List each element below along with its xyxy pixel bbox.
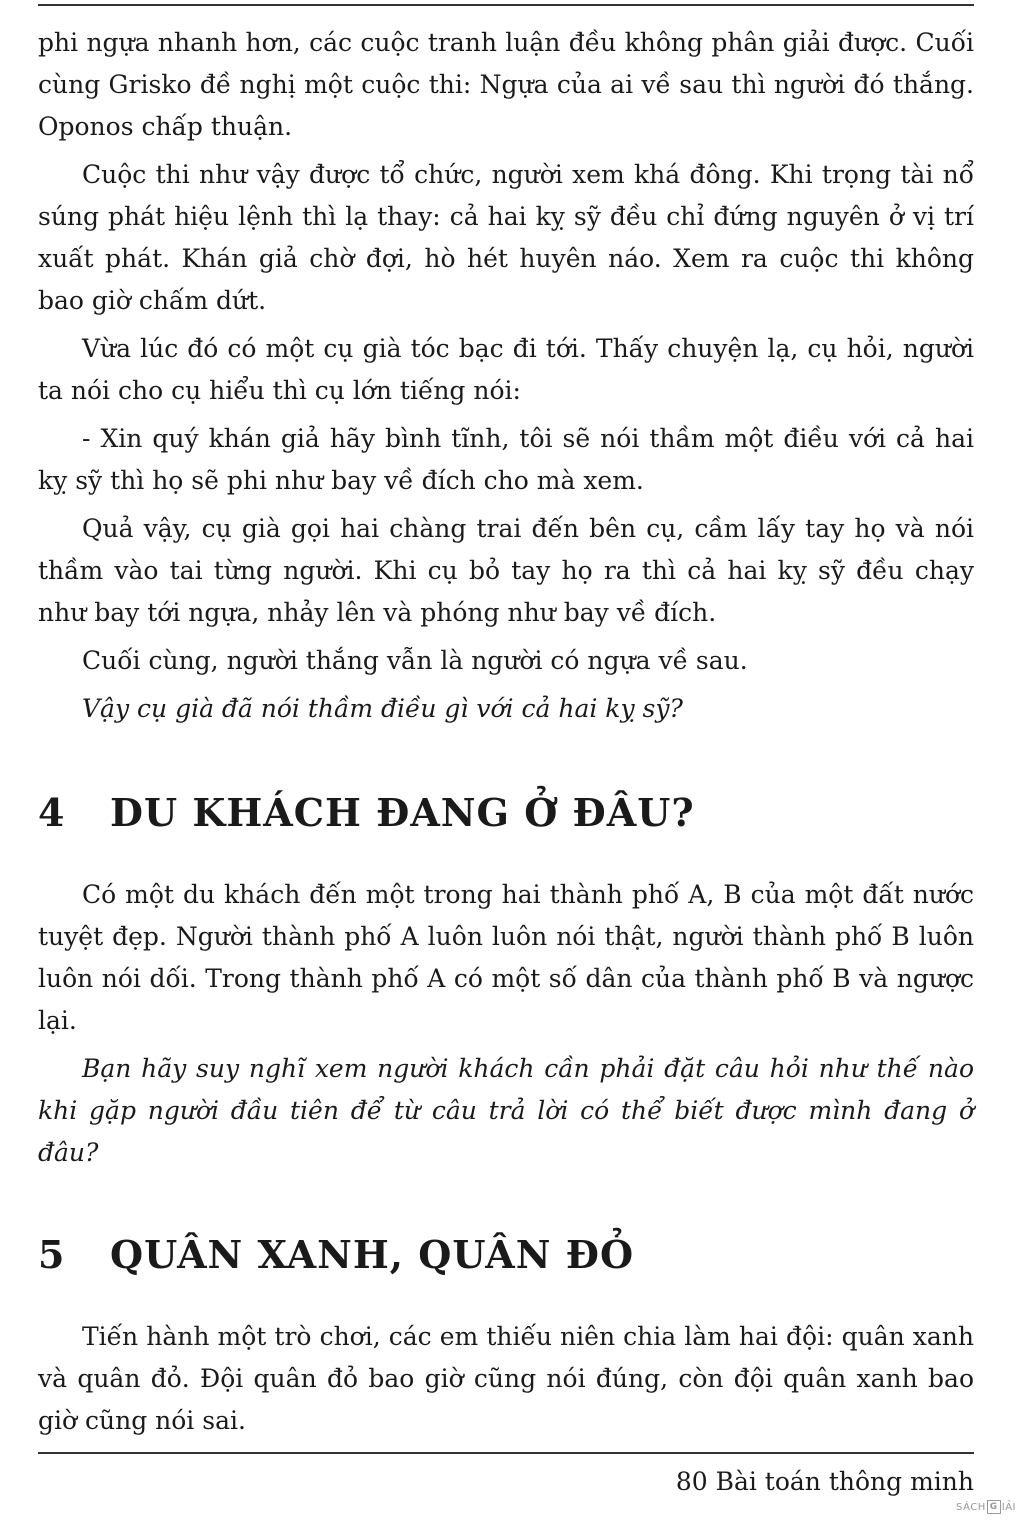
- section-4-body: [38, 874, 974, 1174]
- paragraph: Có một du khách đến một trong hai thành phố A, B của một đất nước tuyệt đẹp. Người thành phố A luôn luôn nói thật, người thành phố B luôn luôn nói dối. Trong thành phố A có một số dân của thành phố B và ngược lại.: [38, 880, 974, 1035]
- paragraph: Vừa lúc đó có một cụ già tóc bạc đi tới. Thấy chuyện lạ, cụ hỏi, người ta nói cho cụ hiểu thì cụ lớn tiếng nói:: [38, 334, 974, 405]
- section-title: DU KHÁCH ĐANG Ở ĐÂU?: [110, 790, 695, 835]
- section-number: 5: [38, 1232, 66, 1277]
- section-5-body: [38, 1316, 974, 1442]
- paragraph: Cuối cùng, người thắng vẫn là người có ngựa về sau.: [82, 646, 748, 675]
- paragraph: Cuộc thi như vậy được tổ chức, người xem khá đông. Khi trọng tài nổ súng phát hiệu lệnh thì lạ thay: cả hai kỵ sỹ đều chỉ đứng nguyên ở vị trí xuất phát. Khán giả chờ đợi, hò hét huyên náo. Xem ra cuộc thi không bao giờ chấm dứt.: [38, 160, 974, 315]
- section-title: QUÂN XANH, QUÂN ĐỎ: [110, 1232, 635, 1277]
- footer-rule: [38, 1452, 974, 1454]
- watermark-mark: G: [987, 1500, 1001, 1514]
- section-number: 4: [38, 790, 66, 835]
- watermark-logo: [956, 1500, 1016, 1514]
- story-text: [38, 22, 974, 730]
- paragraph: - Xin quý khán giả hãy bình tĩnh, tôi sẽ nói thầm một điều với cả hai kỵ sỹ thì họ sẽ phi như bay về đích cho mà xem.: [38, 424, 974, 495]
- watermark-text-right: IẢI: [1001, 1501, 1016, 1513]
- header-rule: [38, 4, 974, 6]
- paragraph: Bạn hãy suy nghĩ xem người khách cần phải đặt câu hỏi như thế nào khi gặp người đầu tiên để từ câu trả lời có thể biết được mình đang ở đâu?: [38, 1054, 974, 1167]
- watermark-text-left: SÁCH: [956, 1501, 986, 1513]
- page-content: [38, 22, 974, 1448]
- paragraph: phi ngựa nhanh hơn, các cuộc tranh luận đều không phân giải được. Cuối cùng Grisko đề nghị một cuộc thi: Ngựa của ai về sau thì người đó thắng. Oponos chấp thuận.: [38, 28, 974, 141]
- running-footer-title: 80 Bài toán thông minh: [675, 1467, 974, 1496]
- section-heading-5: [38, 1232, 974, 1278]
- paragraph: Tiến hành một trò chơi, các em thiếu niên chia làm hai đội: quân xanh và quân đỏ. Đội quân đỏ bao giờ cũng nói đúng, còn đội quân xanh bao giờ cũng nói sai.: [38, 1322, 974, 1435]
- paragraph: Vậy cụ già đã nói thầm điều gì với cả hai kỵ sỹ?: [82, 694, 683, 723]
- section-heading-4: [38, 790, 974, 836]
- paragraph: Quả vậy, cụ già gọi hai chàng trai đến bên cụ, cầm lấy tay họ và nói thầm vào tai từng người. Khi cụ bỏ tay họ ra thì cả hai kỵ sỹ đều chạy như bay tới ngựa, nhảy lên và phóng như bay về đích.: [38, 514, 974, 627]
